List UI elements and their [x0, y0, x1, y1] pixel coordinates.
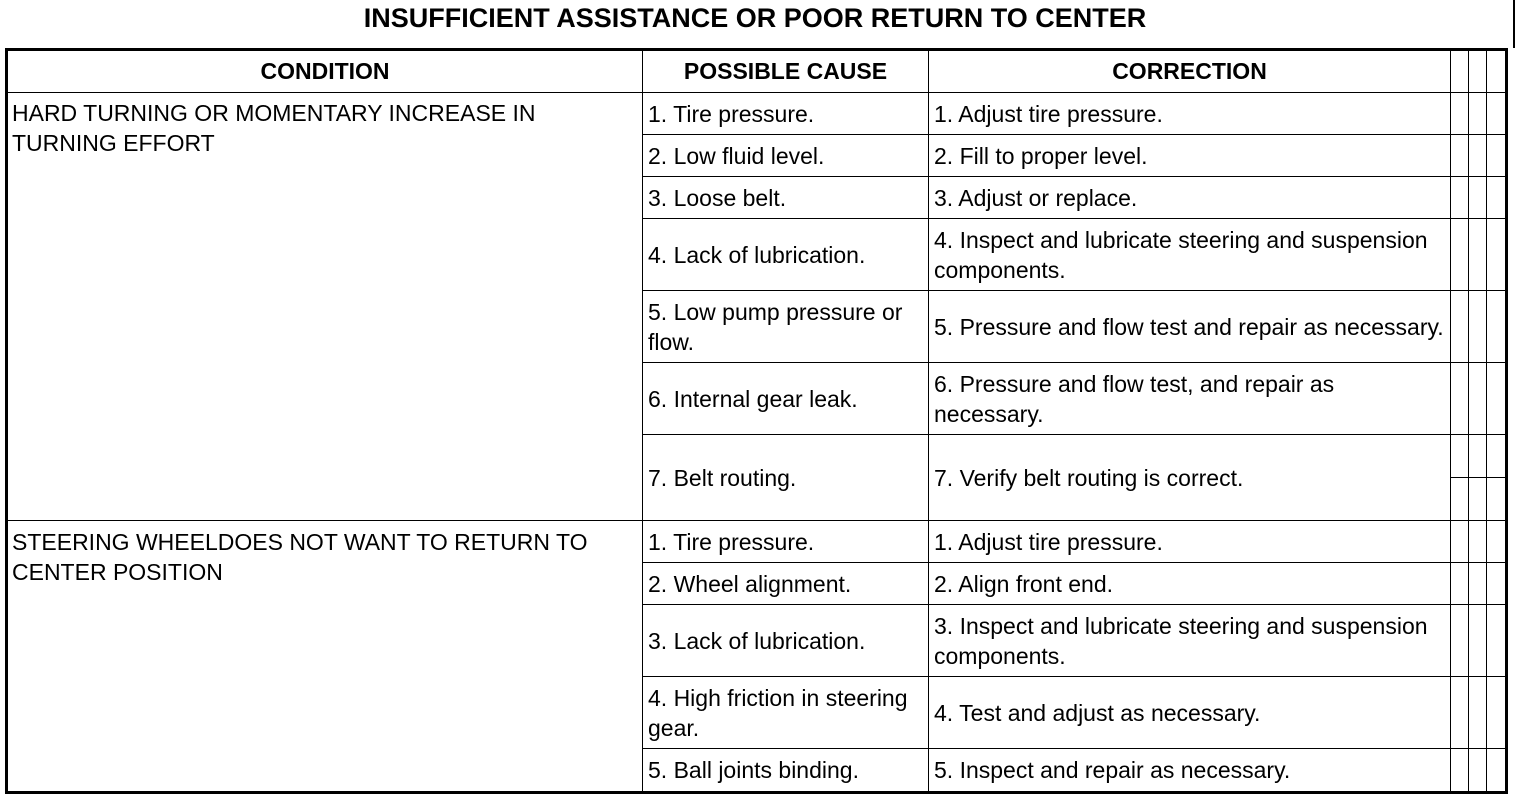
column-divider: [1468, 51, 1469, 791]
row-divider: [642, 176, 1505, 177]
cause-cell: 5. Ball joints binding.: [648, 757, 859, 783]
correction-cell: 7. Verify belt routing is correct.: [934, 465, 1244, 491]
row-divider: [642, 604, 1505, 605]
correction-cell: 4. Test and adjust as necessary.: [934, 700, 1261, 726]
condition-cell: HARD TURNING OR MOMENTARY INCREASE IN TURNING EFFORT: [12, 100, 536, 156]
column-divider: [1450, 51, 1451, 791]
column-divider: [928, 51, 929, 791]
row-divider: [1450, 477, 1505, 478]
row-divider: [642, 434, 1505, 435]
header-condition: CONDITION: [260, 58, 390, 84]
correction-cell: 2. Align front end.: [934, 571, 1114, 597]
cause-cell: 3. Loose belt.: [648, 185, 787, 211]
row-divider: [642, 748, 1505, 749]
correction-cell: 3. Inspect and lubricate steering and suspension components.: [934, 613, 1428, 669]
cause-cell: 4. High friction in steering gear.: [648, 685, 908, 741]
header-possible-cause: POSSIBLE CAUSE: [683, 58, 888, 84]
cause-cell: 3. Lack of lubrication.: [648, 628, 866, 654]
column-divider: [1486, 51, 1487, 791]
column-divider: [642, 51, 643, 791]
correction-cell: 5. Pressure and flow test and repair as necessary.: [934, 314, 1444, 340]
condition-cell: STEERING WHEELDOES NOT WANT TO RETURN TO CENTER POSITION: [12, 529, 588, 585]
row-divider: [8, 92, 1505, 93]
correction-cell: 4. Inspect and lubricate steering and suspension components.: [934, 227, 1428, 283]
header-correction: CORRECTION: [1112, 58, 1267, 84]
correction-cell: 1. Adjust tire pressure.: [934, 529, 1163, 555]
cause-cell: 5. Low pump pressure or flow.: [648, 299, 903, 355]
correction-cell: 2. Fill to proper level.: [934, 143, 1148, 169]
correction-cell: 6. Pressure and flow test, and repair as necessary.: [934, 371, 1335, 427]
top-edge-tick: [1513, 0, 1515, 48]
cause-cell: 2. Wheel alignment.: [648, 571, 852, 597]
cause-cell: 1. Tire pressure.: [648, 529, 815, 555]
row-divider: [642, 676, 1505, 677]
row-divider: [642, 562, 1505, 563]
correction-cell: 3. Adjust or replace.: [934, 185, 1138, 211]
row-divider: [642, 290, 1505, 291]
correction-cell: 1. Adjust tire pressure.: [934, 101, 1163, 127]
row-divider: [642, 218, 1505, 219]
cause-cell: 2. Low fluid level.: [648, 143, 825, 169]
page-title: INSUFFICIENT ASSISTANCE OR POOR RETURN TO CENTER: [363, 3, 1147, 33]
row-divider: [642, 362, 1505, 363]
cause-cell: 7. Belt routing.: [648, 465, 797, 491]
correction-cell: 5. Inspect and repair as necessary.: [934, 757, 1291, 783]
cause-cell: 6. Internal gear leak.: [648, 386, 858, 412]
table-right-border: [1505, 48, 1508, 794]
row-divider: [8, 520, 1505, 521]
cause-cell: 4. Lack of lubrication.: [648, 242, 866, 268]
row-divider: [642, 134, 1505, 135]
cause-cell: 1. Tire pressure.: [648, 101, 815, 127]
